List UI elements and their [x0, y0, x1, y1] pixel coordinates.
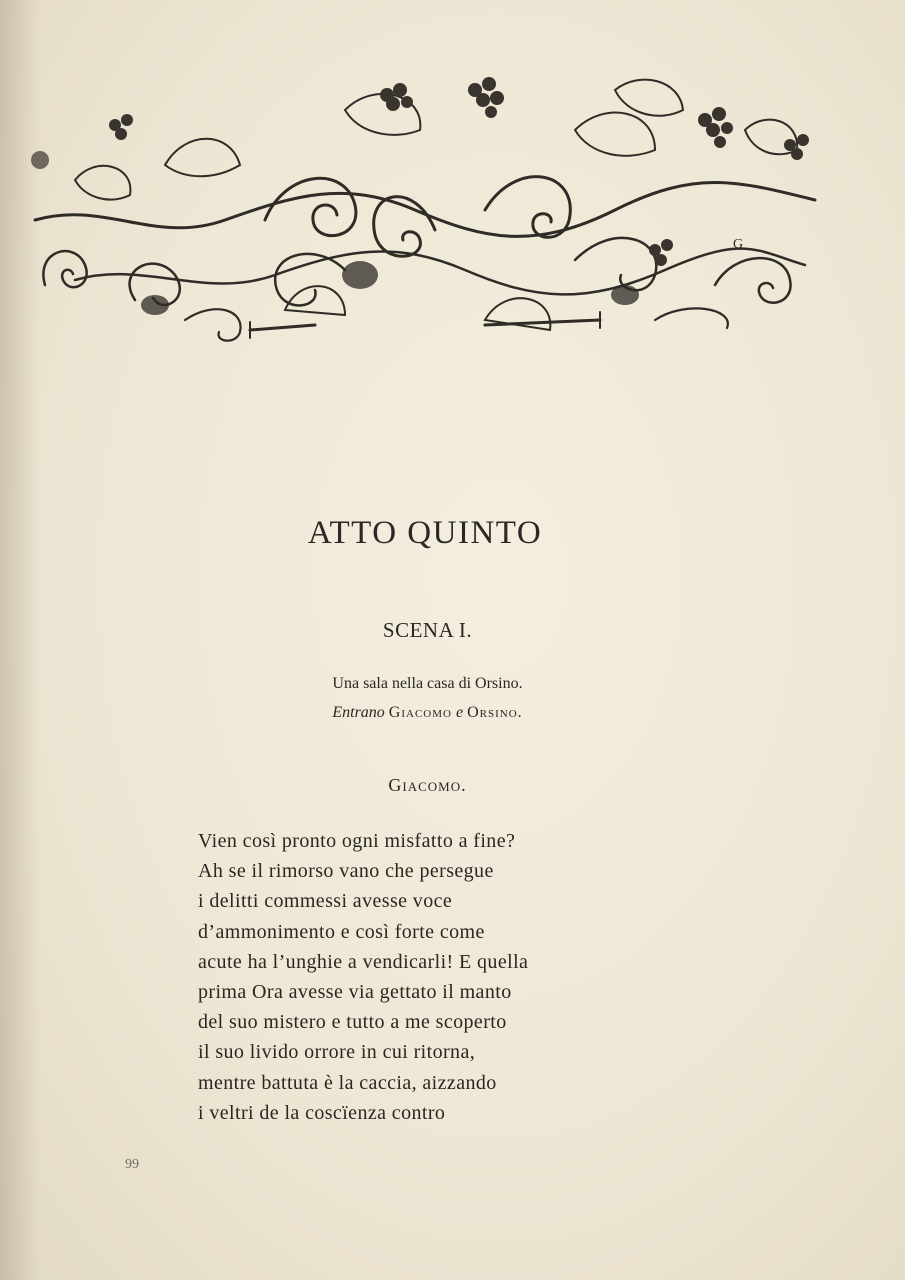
verse-line: acute ha l’unghie a vendicarli! E quella	[198, 950, 529, 973]
scene-setting: Una sala nella casa di Orsino.	[332, 675, 523, 692]
header-ornament-illustration	[15, 70, 830, 345]
stage-direction-character: Orsino.	[467, 704, 523, 721]
verse-line: del suo mistero e tutto a me scoperto	[198, 1011, 507, 1034]
verse-line: d’ammonimento e così forte come	[198, 920, 485, 943]
verse-line: Vien così pronto ogni misfatto a fine?	[198, 830, 516, 852]
verse-line: prima Ora avesse via gettato il manto	[198, 981, 512, 1004]
stage-direction	[0, 704, 855, 722]
ornament-monogram: G	[733, 237, 744, 252]
act-title: ATTO QUINTO	[307, 515, 543, 551]
page-number: 99	[125, 1157, 139, 1172]
verse-line: i veltri de la coscïenza contro	[198, 1101, 446, 1124]
verse-line: il suo livido orrore in cui ritorna,	[198, 1041, 476, 1064]
verse-line: mentre battuta è la caccia, aizzando	[198, 1071, 497, 1094]
stage-direction-verb: Entrano	[332, 704, 385, 721]
verse-line: i delitti commessi avesse voce	[198, 890, 453, 913]
stage-direction-character: Giacomo	[388, 704, 452, 721]
verse-line: Ah se il rimorso vano che persegue	[198, 860, 494, 883]
speaker-name: Giacomo.	[388, 775, 467, 795]
scene-title: SCENA I.	[382, 618, 473, 642]
stage-direction-conjunction: e	[455, 704, 464, 721]
verse-block	[198, 826, 528, 1128]
